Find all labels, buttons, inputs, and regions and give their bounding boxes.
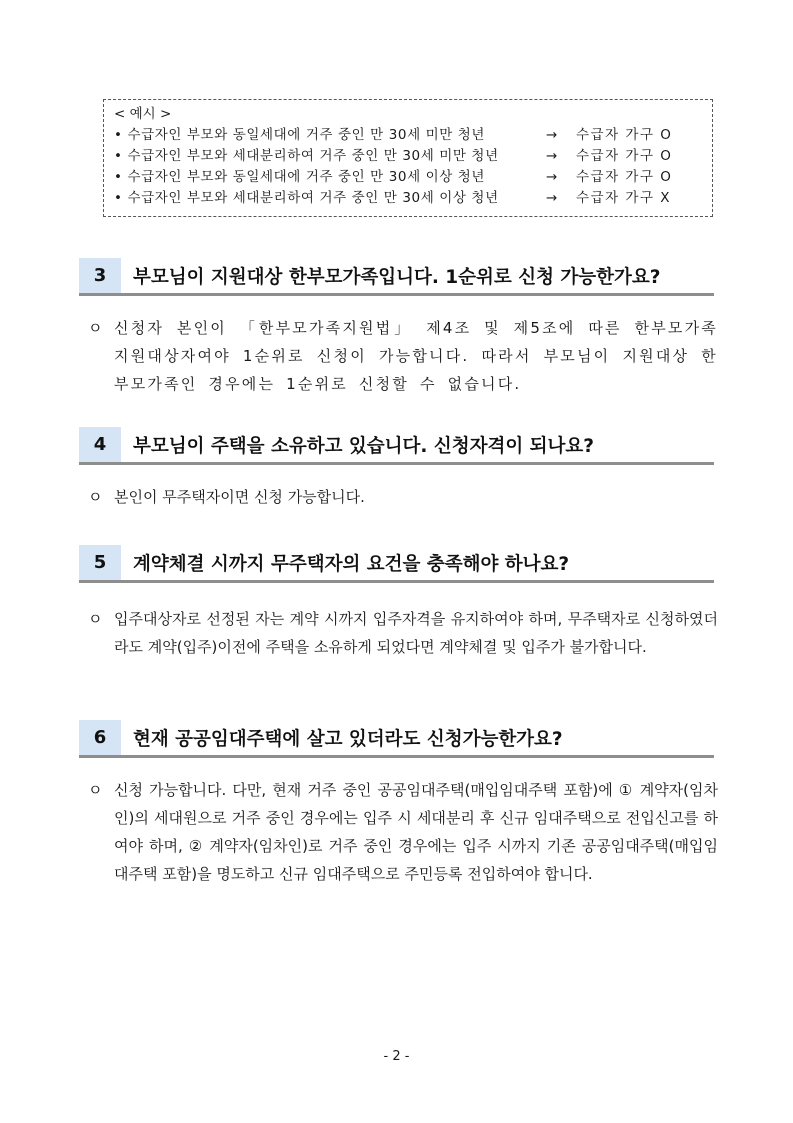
section-title: 부모님이 주택을 소유하고 있습니다. 신청자격이 되나요? [133, 435, 594, 457]
example-row-text: • 수급자인 부모와 세대분리하여 거주 중인 만 30세 이상 청년 [114, 190, 499, 206]
section-number: 5 [79, 545, 121, 580]
section-text: 신청자 본인이 「한부모가족지원법」 제4조 및 제5조에 따른 한부모가족 지원대상자여야 1순위로 신청이 가능합니다. 따라서 부모님이 지원대상 한부모가족인 경우에는 1순위로 신청할 수 없습니다. [114, 319, 718, 393]
section-header-3 [79, 258, 714, 296]
section-title: 계약체결 시까지 무주택자의 요건을 충족해야 하나요? [133, 553, 570, 575]
example-row-text: • 수급자인 부모와 동일세대에 거주 중인 만 30세 미만 청년 [114, 127, 486, 143]
section-header-5 [79, 545, 714, 583]
section-body-6 [88, 776, 718, 888]
section-title: 부모님이 지원대상 한부모가족입니다. 1순위로 신청 가능한가요? [133, 266, 661, 288]
bullet-icon: ㅇ [88, 610, 103, 628]
page-number: - 2 - [383, 1049, 410, 1064]
example-row [114, 125, 702, 146]
section-text: 신청 가능합니다. 다만, 현재 거주 중인 공공임대주택(매입임대주택 포함)에 ① 계약자(임차인)의 세대원으로 거주 중인 경우에는 입주 시 세대분리 후 신규 임대주택으로 전입신고를 하여야 하며, ② 계약자(임차인)로 거주 중인 경우에는 입주 시까지 기존 공공임대주택(매입임대주택 포함)을 명도하고 신규 임대주택으로 주민등록 전입하여야 합니다. [114, 781, 718, 883]
arrow-icon: → [546, 148, 558, 164]
section-number: 3 [79, 258, 121, 293]
section-body-5 [88, 605, 718, 661]
bullet-icon: ㅇ [88, 319, 103, 337]
section-body-4 [88, 483, 718, 511]
bullet-icon: ㅇ [88, 488, 103, 506]
section-number: 6 [79, 720, 121, 755]
section-body-3 [88, 314, 718, 398]
example-row [114, 167, 702, 188]
section-header-6 [79, 720, 714, 758]
section-header-4 [79, 427, 714, 465]
example-row-result: 수급자 가구 O [576, 127, 673, 143]
example-box [103, 99, 713, 217]
example-row [114, 146, 702, 167]
example-row-result: 수급자 가구 O [576, 148, 673, 164]
section-title: 현재 공공임대주택에 살고 있더라도 신청가능한가요? [133, 728, 563, 750]
example-row-text: • 수급자인 부모와 세대분리하여 거주 중인 만 30세 미만 청년 [114, 148, 499, 164]
example-title: < 예시 > [114, 106, 172, 122]
example-row-result: 수급자 가구 X [576, 190, 672, 206]
bullet-icon: ㅇ [88, 781, 103, 799]
example-row-result: 수급자 가구 O [576, 169, 673, 185]
arrow-icon: → [546, 169, 558, 185]
example-row [114, 188, 702, 209]
example-row-text: • 수급자인 부모와 동일세대에 거주 중인 만 30세 이상 청년 [114, 169, 486, 185]
section-text: 본인이 무주택자이면 신청 가능합니다. [114, 488, 365, 506]
arrow-icon: → [546, 127, 558, 143]
arrow-icon: → [546, 190, 558, 206]
section-text: 입주대상자로 선정된 자는 계약 시까지 입주자격을 유지하여야 하며, 무주택자로 신청하였더라도 계약(입주)이전에 주택을 소유하게 되었다면 계약체결 및 입주가 불가합니다. [114, 610, 718, 656]
section-number: 4 [79, 427, 121, 462]
